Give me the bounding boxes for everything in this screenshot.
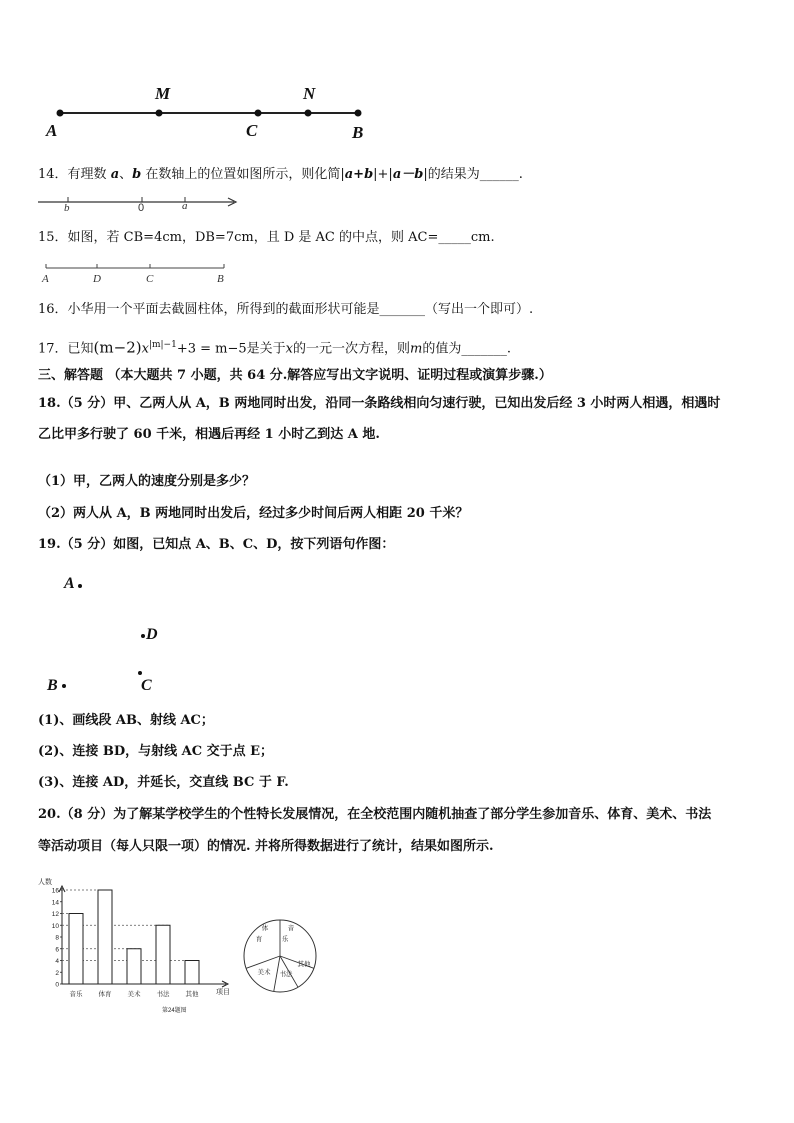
pie-chart xyxy=(238,916,322,996)
question-18-line-1: 18.（5 分）甲、乙两人从 A，B 两地同时出发，沿同一条路线相向匀速行驶，已知出发后经 3 小时两人相遇，相遇时 xyxy=(38,396,721,411)
q14-label-a: a xyxy=(182,200,188,212)
point-c xyxy=(255,110,262,117)
point-m xyxy=(156,110,163,117)
point-n xyxy=(305,110,312,117)
pie-label: 体 xyxy=(261,925,269,932)
q14-text-d: |的结果为______. xyxy=(423,167,523,182)
bar-5 xyxy=(185,961,199,985)
q14-var-b: b xyxy=(132,167,142,182)
bar-chart-category-label: 美术 xyxy=(127,991,141,998)
q17-text-a: 17．已知 xyxy=(38,341,94,357)
q17-exponent: |m|−1 xyxy=(148,340,177,350)
bar-chart-ytick-label: 16 xyxy=(51,887,59,895)
point-a xyxy=(57,110,64,117)
bar-chart-ytick-label: 6 xyxy=(55,946,59,954)
label-m: M xyxy=(155,84,171,103)
question-14 xyxy=(38,166,523,184)
q19-point-b xyxy=(62,684,66,688)
q17-formula-a: (m−2) xyxy=(93,338,142,357)
pie-label: 美术 xyxy=(257,969,271,976)
q15-segment-figure xyxy=(40,262,230,274)
q19-label-a: A xyxy=(64,575,75,592)
question-20-line-1: 20.（8 分）为了解某学校学生的个性特长发展情况，在全校范围内随机抽查了部分学生参加音乐、体育、美术、书法 xyxy=(38,807,712,822)
bar-chart-category-label: 书法 xyxy=(156,991,170,998)
q19-label-c: C xyxy=(141,677,152,694)
bar-chart-ytick-label: 4 xyxy=(55,958,59,965)
question-16: 16．小华用一个平面去截圆柱体，所得到的截面形状可能是_______（写出一个即可）. xyxy=(38,302,534,317)
q15-label-b: B xyxy=(217,273,224,285)
q19-step-3: (3)、连接 AD，并延长，交直线 BC 于 F. xyxy=(38,775,289,790)
q15-label-a: A xyxy=(42,273,49,285)
label-n: N xyxy=(303,84,316,103)
pie-label: 书法 xyxy=(279,971,293,978)
bar-2 xyxy=(98,890,112,984)
q14-label-zero: 0 xyxy=(138,202,145,214)
q14-text-b: 在数轴上的位置如图所示，则化简| xyxy=(141,167,345,182)
q19-point-a xyxy=(78,584,82,588)
question-18-line-2: 乙比甲多行驶了 60 千米，相遇后再经 1 小时乙到达 A 地. xyxy=(38,427,380,442)
pie-label: 音 xyxy=(287,925,295,932)
bar-chart-ytick-label: 2 xyxy=(55,969,59,977)
question-18-sub-1: （1）甲，乙两人的速度分别是多少？ xyxy=(38,474,256,489)
pie-label: 育 xyxy=(255,936,263,943)
q14-label-b: b xyxy=(64,202,70,214)
bar-chart-ytick-label: 12 xyxy=(51,911,59,918)
q14-var-a: a xyxy=(110,167,120,182)
q14-text-c: |+| xyxy=(373,167,393,182)
q14-expr: a+b xyxy=(344,167,374,182)
q19-label-b: B xyxy=(47,677,58,694)
bar-chart-category-label: 其他 xyxy=(185,991,199,998)
question-19: 19.（5 分）如图，已知点 A、B、C、D，按下列语句作图： xyxy=(38,537,395,552)
q17-x2: x xyxy=(285,341,293,357)
q17-text-b: 是关于 xyxy=(246,341,286,357)
q14-sep: 、 xyxy=(119,167,133,182)
bar-4 xyxy=(156,925,170,984)
q19-label-d: D xyxy=(146,626,158,643)
q17-text-c: 的一元一次方程，则 xyxy=(292,341,410,357)
bar-1 xyxy=(69,914,83,985)
bar-chart-category-label: 体育 xyxy=(98,991,112,998)
question-20-line-2: 等活动项目（每人只限一项）的情况. 并将所得数据进行了统计，结果如图所示. xyxy=(38,839,494,854)
bar-chart-category-label: 音乐 xyxy=(69,991,83,998)
point-b xyxy=(355,110,362,117)
bar-chart-ytick-label: 8 xyxy=(55,934,59,942)
pie-label: 乐 xyxy=(281,936,289,943)
q19-point-c xyxy=(138,671,142,675)
bar-chart-xlabel: 项目 xyxy=(216,989,230,996)
q17-x: x xyxy=(141,341,149,357)
q14-text-a: 14．有理数 xyxy=(38,167,111,182)
q19-step-2: (2)、连接 BD，与射线 AC 交于点 E； xyxy=(38,744,274,759)
bar-3 xyxy=(127,949,141,984)
bar-chart-ytick-label: 10 xyxy=(51,922,59,930)
bar-chart-ytick-label: 0 xyxy=(55,981,59,989)
q17-text-d: 的值为_______. xyxy=(422,341,511,357)
label-b: B xyxy=(352,123,364,142)
label-c: C xyxy=(246,121,258,140)
q19-step-1: (1)、画线段 AB、射线 AC； xyxy=(38,713,214,728)
question-15: 15．如图，若 CB=4cm，DB=7cm，且 D 是 AC 的中点，则 AC=_____cm. xyxy=(38,230,495,245)
q19-point-d xyxy=(141,634,145,638)
bar-chart xyxy=(36,870,242,1018)
bar-chart-caption: 第24题图 xyxy=(162,1008,187,1014)
section-3-heading: 三、解答题 （本大题共 7 小题，共 64 分.解答应写出文字说明、证明过程或演算步骤.） xyxy=(38,368,552,383)
q14-expr2: a－b xyxy=(392,167,424,182)
bar-chart-ylabel: 人数 xyxy=(38,879,52,886)
q15-label-d: D xyxy=(93,273,101,285)
q15-label-c: C xyxy=(146,273,154,285)
q17-formula-b: +3 = m−5 xyxy=(176,341,247,357)
bar-chart-ytick-label: 14 xyxy=(51,899,59,907)
question-17 xyxy=(38,336,511,358)
q17-m: m xyxy=(410,341,423,357)
top-segment-figure xyxy=(40,80,380,144)
pie-label: 其他 xyxy=(297,961,311,968)
label-a: A xyxy=(46,121,58,140)
question-18-sub-2: （2）两人从 A，B 两地同时出发后，经过多少时间后两人相距 20 千米？ xyxy=(38,506,469,521)
